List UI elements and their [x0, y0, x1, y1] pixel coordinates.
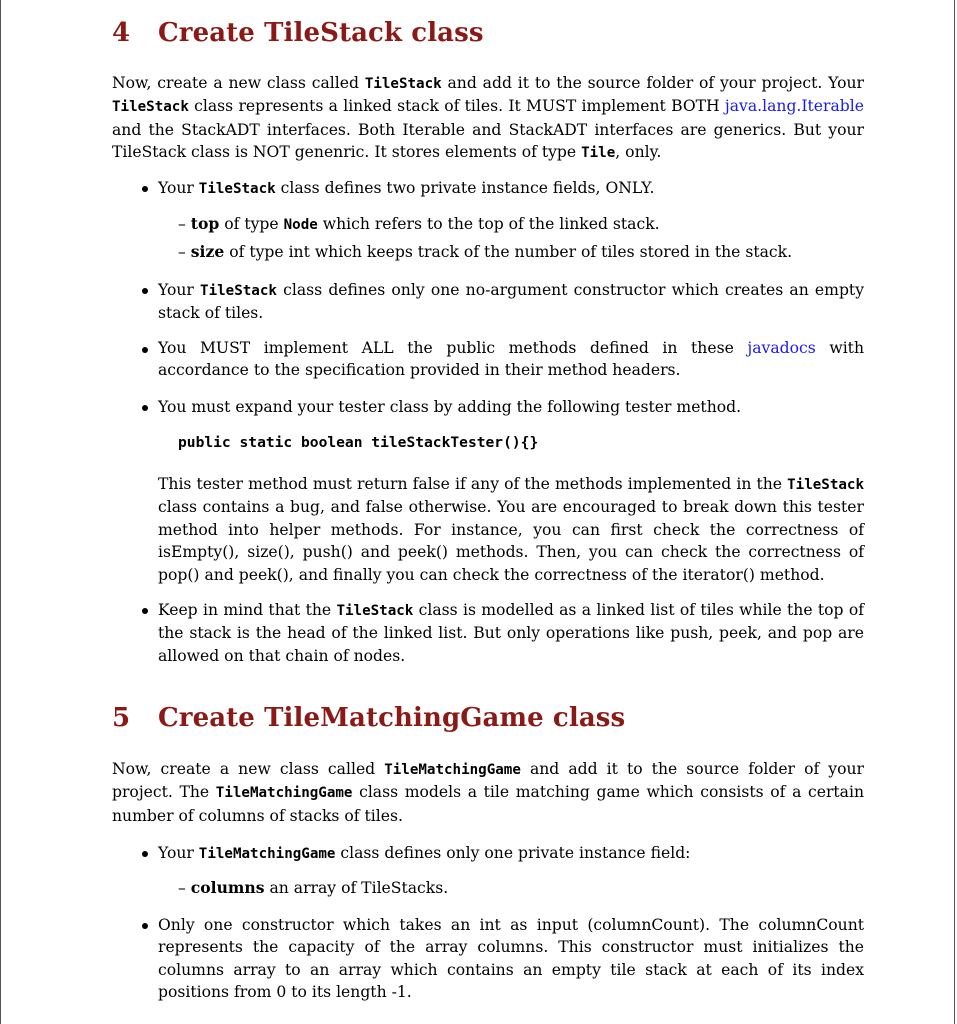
list-item: [158, 177, 864, 200]
text: and add it to the source folder of your project. Your: [441, 74, 864, 92]
text: class defines only one private instance field:: [335, 844, 691, 862]
tester-description: [158, 473, 864, 586]
text: which refers to the top of the linked stack.: [317, 215, 660, 233]
code-term: TileStack: [200, 283, 277, 299]
section-5-heading: [112, 703, 625, 733]
section-number: 4: [112, 18, 131, 48]
code-term: Tile: [581, 145, 616, 162]
text: with accordance to the specification provided in their method headers.: [158, 339, 864, 380]
text: class defines only one no-argument constructor which creates an empty stack of tiles.: [158, 281, 865, 323]
text: You MUST implement ALL the public methods defined in these: [158, 339, 748, 357]
text: Your: [158, 281, 201, 299]
text: class contains a bug, and false otherwise. You are encouraged to break down this tester method into helper methods. For instance, you can first check the correctness of isEmpty(), size(), push() and peek() methods. Then, you can check the correctness of pop() and peek(), and finally you can check the correctness of the iterator() method.: [158, 498, 864, 584]
sub-list-item: [178, 241, 868, 263]
code-term: TileMatchingGame: [215, 785, 353, 802]
bullet-icon: [142, 923, 148, 929]
code-term: TileStack: [364, 76, 442, 92]
field-name: size: [190, 242, 225, 261]
list-item: [158, 396, 864, 418]
sub-list-item: [178, 877, 868, 899]
code-term: TileMatchingGame: [384, 762, 521, 778]
field-name: top: [190, 214, 220, 233]
section-4-intro: [112, 72, 864, 165]
text: and the StackADT interfaces. Both Iterable and StackADT interfaces are generics. But your TileStack class is NOT genenric. It stores elements of type: [112, 120, 864, 162]
code-term: TileMatchingGame: [198, 846, 336, 862]
dash: –: [178, 215, 186, 233]
list-item: [158, 599, 864, 667]
dash: –: [178, 879, 186, 897]
text: Your: [158, 844, 199, 862]
dash: –: [178, 243, 186, 261]
code-term: Node: [283, 217, 318, 233]
text: Your: [158, 179, 199, 197]
section-title: Create TileStack class: [158, 18, 484, 48]
list-item: [158, 842, 864, 865]
list-item: [158, 279, 864, 325]
code-term: TileStack: [336, 603, 414, 619]
section-title: Create TileMatchingGame class: [158, 703, 626, 733]
text: class is modelled as a linked list of tiles while the top of the stack is the head of the linked list. But only operations like push, peek, and pop are allowed on that chain of nodes.: [158, 601, 864, 665]
bullet-icon: [142, 347, 148, 353]
text: Keep in mind that the: [158, 601, 337, 619]
bullet-icon: [142, 608, 148, 614]
text: Now, create a new class called: [112, 74, 365, 92]
section-4-heading: [112, 18, 484, 48]
code-term: TileStack: [112, 99, 189, 116]
text: Now, create a new class called: [112, 760, 385, 778]
list-item: [158, 914, 864, 1004]
text: You must expand your tester class by adding the following tester method.: [158, 398, 742, 416]
section-5-intro: [112, 758, 864, 827]
text: and add it to the source folder of your project. The: [112, 760, 864, 802]
bullet-icon: [142, 851, 148, 857]
text: class defines two private instance fields, ONLY.: [275, 179, 655, 197]
text: , only.: [615, 143, 662, 162]
text: This tester method must return false if any of the methods implemented in the: [158, 475, 788, 493]
text: Only one constructor which takes an int as input (columnCount). The columnCount represents the capacity of the array columns. This constructor must initializes the columns array to an array which contains an empty tile stack at each of its index positions from 0 to its length -1.: [158, 916, 864, 1002]
bullet-icon: [142, 288, 148, 294]
bullet-icon: [142, 405, 148, 411]
text: class models a tile matching game which consists of a certain number of columns of stacks of tiles.: [112, 783, 864, 825]
code-snippet: public static boolean tileStackTester(){}: [178, 434, 539, 451]
text: an array of TileStacks.: [264, 879, 449, 897]
code-term: TileStack: [787, 477, 864, 493]
code-term: TileStack: [198, 181, 276, 197]
field-name: columns: [190, 878, 265, 897]
bullet-icon: [142, 186, 148, 192]
text: of type int which keeps track of the number of tiles stored in the stack.: [224, 243, 793, 261]
text: class represents a linked stack of tiles. It MUST implement BOTH: [188, 97, 725, 116]
javadocs-link[interactable]: javadocs: [747, 339, 816, 357]
text: of type: [219, 215, 284, 233]
iterable-link[interactable]: java.lang.Iterable: [724, 97, 864, 116]
list-item: [158, 337, 864, 382]
section-number: 5: [112, 703, 131, 733]
sub-list-item: [178, 213, 868, 236]
